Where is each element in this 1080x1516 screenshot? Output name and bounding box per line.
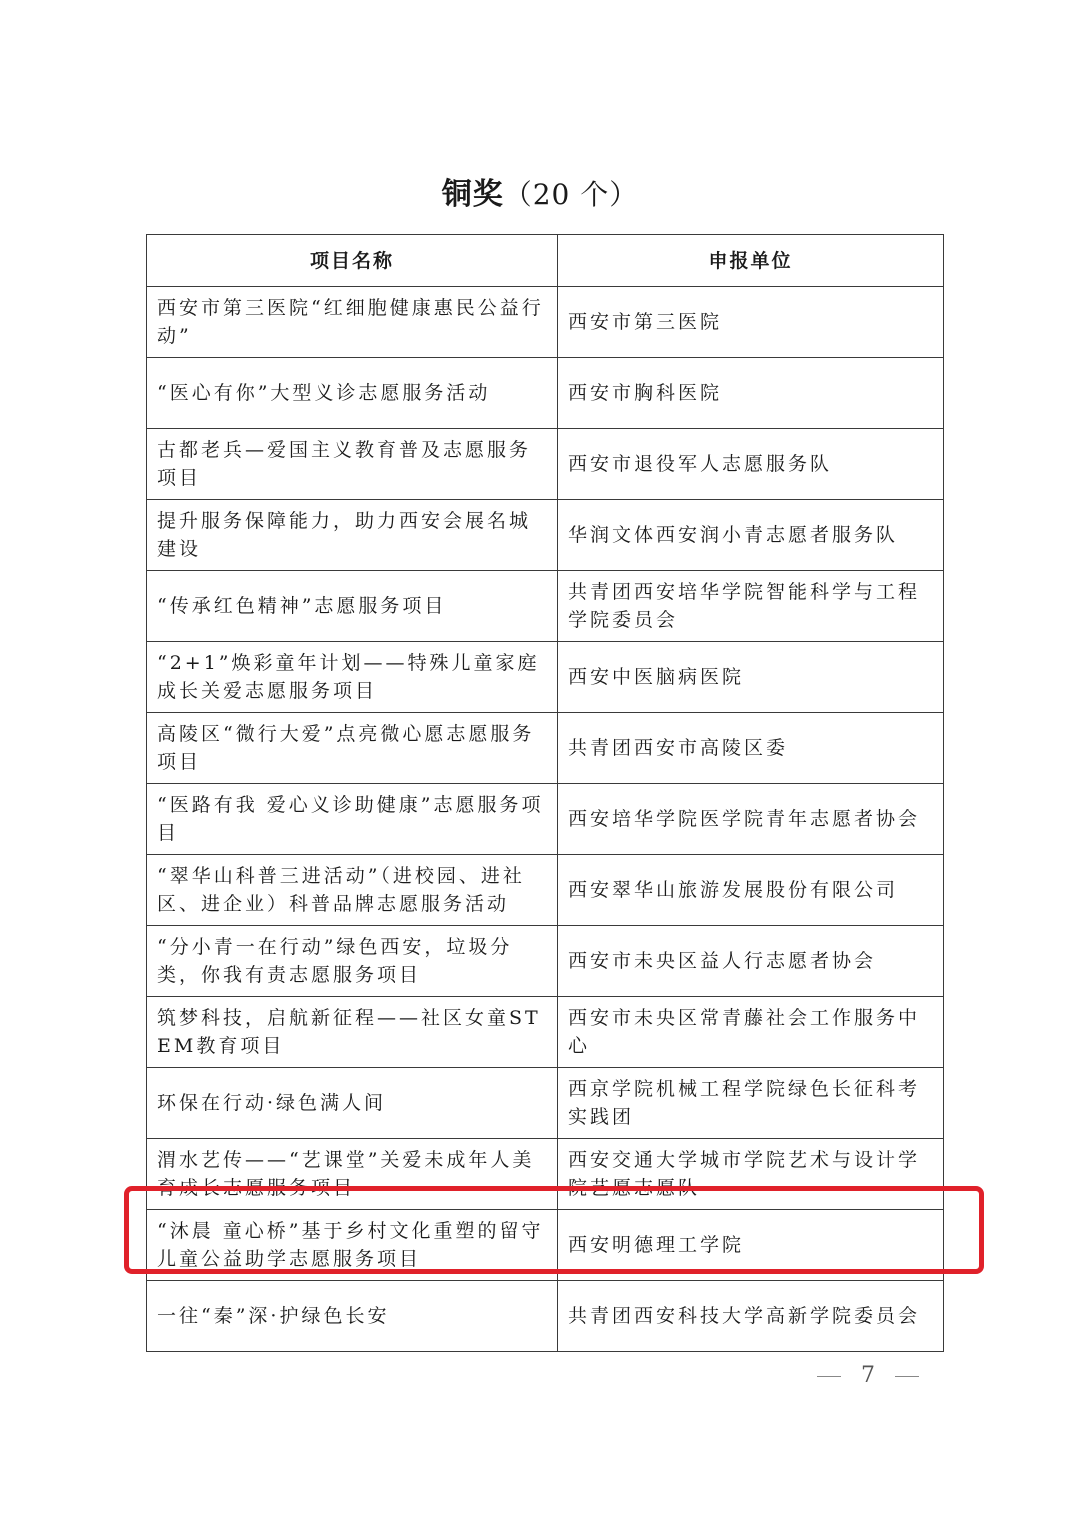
table-row (147, 997, 944, 1068)
page-number-dash-right (895, 1376, 919, 1377)
table-row (147, 784, 944, 855)
project-name-cell: 渭水艺传——“艺课堂”关爱未成年人美育成长志愿服务项目 (147, 1139, 558, 1210)
table-row (147, 855, 944, 926)
project-name-cell: 古都老兵—爱国主义教育普及志愿服务项目 (147, 429, 558, 500)
page-title-count: （20 个） (503, 178, 639, 211)
applicant-unit-cell: 共青团西安培华学院智能科学与工程学院委员会 (558, 571, 944, 642)
table-row (147, 642, 944, 713)
table-header-row (147, 235, 944, 287)
applicant-unit-cell: 西安市退役军人志愿服务队 (558, 429, 944, 500)
project-name-cell: 高陵区“微行大爱”点亮微心愿志愿服务项目 (147, 713, 558, 784)
applicant-unit-cell: 华润文体西安润小青志愿者服务队 (558, 500, 944, 571)
table-row (147, 926, 944, 997)
project-name-cell: “分小青一在行动”绿色西安，垃圾分类，你我有责志愿服务项目 (147, 926, 558, 997)
table-row (147, 429, 944, 500)
column-header-unit: 申报单位 (558, 235, 944, 287)
project-name-cell: “2+1”焕彩童年计划——特殊儿童家庭成长关爱志愿服务项目 (147, 642, 558, 713)
applicant-unit-cell: 西安市第三医院 (558, 287, 944, 358)
project-name-cell: “翠华山科普三进活动”（进校园、进社区、进企业）科普品牌志愿服务活动 (147, 855, 558, 926)
project-name-cell: 西安市第三医院“红细胞健康惠民公益行动” (147, 287, 558, 358)
table-row (147, 1068, 944, 1139)
project-name-cell: 提升服务保障能力，助力西安会展名城建设 (147, 500, 558, 571)
table-row-highlighted (147, 1210, 944, 1281)
project-name-cell: “传承红色精神”志愿服务项目 (147, 571, 558, 642)
column-header-project: 项目名称 (147, 235, 558, 287)
project-name-cell: “医路有我 爱心义诊助健康”志愿服务项目 (147, 784, 558, 855)
table-row (147, 1281, 944, 1352)
project-name-cell: “医心有你”大型义诊志愿服务活动 (147, 358, 558, 429)
project-name-cell: 环保在行动·绿色满人间 (147, 1068, 558, 1139)
page-number-footer (817, 1362, 919, 1390)
table-row (147, 500, 944, 571)
table-row (147, 713, 944, 784)
applicant-unit-cell: 西安市胸科医院 (558, 358, 944, 429)
page-number: 7 (861, 1363, 875, 1388)
page-title-main: 铜奖 (441, 177, 504, 212)
applicant-unit-cell: 西京学院机械工程学院绿色长征科考实践团 (558, 1068, 944, 1139)
table-row (147, 358, 944, 429)
applicant-unit-cell: 共青团西安科技大学高新学院委员会 (558, 1281, 944, 1352)
page-number-dash-left (817, 1376, 841, 1377)
applicant-unit-cell: 西安中医脑病医院 (558, 642, 944, 713)
page-title (0, 173, 1080, 217)
applicant-unit-cell: 西安市未央区益人行志愿者协会 (558, 926, 944, 997)
applicant-unit-cell: 西安市未央区常青藤社会工作服务中心 (558, 997, 944, 1068)
table-row (147, 571, 944, 642)
project-name-cell: “沐晨 童心桥”基于乡村文化重塑的留守儿童公益助学志愿服务项目 (147, 1210, 558, 1281)
applicant-unit-cell: 西安交通大学城市学院艺术与设计学院艺愿志愿队 (558, 1139, 944, 1210)
table-row (147, 1139, 944, 1210)
bronze-award-table (146, 234, 944, 1352)
applicant-unit-cell: 西安明德理工学院 (558, 1210, 944, 1281)
applicant-unit-cell: 共青团西安市高陵区委 (558, 713, 944, 784)
project-name-cell: 一往“秦”深·护绿色长安 (147, 1281, 558, 1352)
project-name-cell: 筑梦科技，启航新征程——社区女童STEM教育项目 (147, 997, 558, 1068)
applicant-unit-cell: 西安翠华山旅游发展股份有限公司 (558, 855, 944, 926)
table-row (147, 287, 944, 358)
applicant-unit-cell: 西安培华学院医学院青年志愿者协会 (558, 784, 944, 855)
